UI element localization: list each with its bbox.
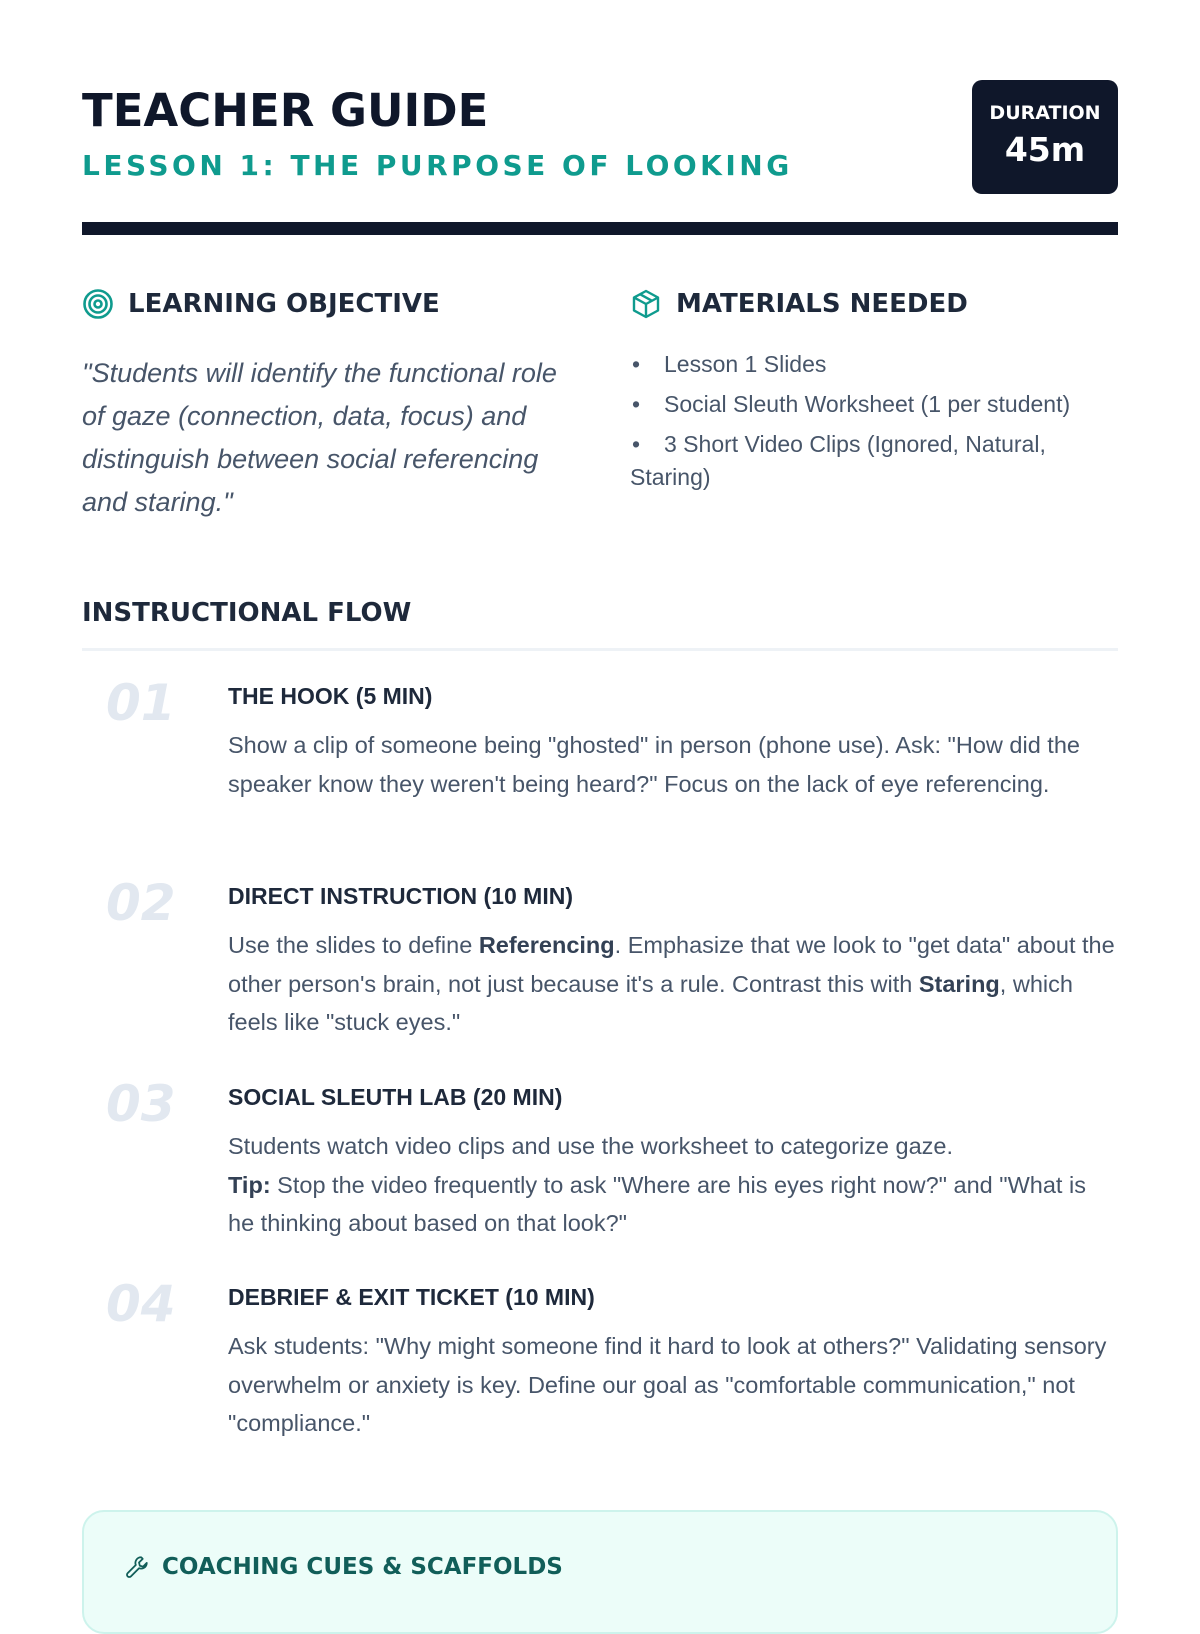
target-icon bbox=[82, 288, 114, 320]
bullet-icon: • bbox=[632, 351, 641, 377]
step-number: 01 bbox=[106, 674, 176, 732]
step-emphasis: Staring bbox=[918, 970, 1000, 997]
page-header bbox=[82, 80, 1118, 238]
step-text: . Emphasize that we look to "get data" about the other person's brain, not just because it's a rule. Contrast this with bbox=[228, 932, 1115, 997]
materials-item-text: 3 Short Video Clips (Ignored, Natural, Staring) bbox=[630, 431, 1046, 490]
learning-objective-heading: LEARNING OBJECTIVE bbox=[128, 289, 440, 319]
coaching-cues-heading: COACHING CUES & SCAFFOLDS bbox=[162, 1554, 563, 1580]
wrench-icon bbox=[124, 1554, 150, 1580]
step-text: Use the slides to define bbox=[228, 932, 479, 958]
materials-section bbox=[630, 288, 1120, 501]
step-body: Show a clip of someone being "ghosted" in person (phone use). Ask: "How did the speaker know they weren't being heard?" Focus on the lack of eye referencing. bbox=[228, 732, 1080, 797]
step-text: Stop the video frequently to ask "Where are his eyes right now?" and "What is he thinking about based on that look?" bbox=[228, 1171, 1086, 1236]
duration-label: DURATION bbox=[989, 102, 1101, 124]
box-icon bbox=[630, 288, 662, 320]
instructional-flow-divider bbox=[82, 648, 1118, 651]
coaching-cues-heading-row bbox=[124, 1554, 563, 1580]
step-number: 04 bbox=[106, 1275, 176, 1333]
step-body bbox=[228, 926, 1118, 1042]
lesson-subtitle: LESSON 1: THE PURPOSE OF LOOKING bbox=[82, 149, 793, 182]
step-body bbox=[228, 1127, 1118, 1243]
step-text: , which feels like "stuck eyes." bbox=[228, 970, 1073, 1035]
duration-badge bbox=[972, 80, 1118, 194]
learning-objective-heading-row bbox=[82, 288, 572, 320]
step-number: 02 bbox=[106, 874, 176, 932]
step-number: 03 bbox=[106, 1075, 176, 1133]
materials-heading: MATERIALS NEEDED bbox=[676, 289, 968, 319]
materials-item-text: Social Sleuth Worksheet (1 per student) bbox=[664, 391, 1071, 417]
bullet-icon: • bbox=[632, 391, 641, 417]
step-text: Students watch video clips and use the worksheet to categorize gaze. bbox=[228, 1133, 954, 1159]
instructional-flow-heading: INSTRUCTIONAL FLOW bbox=[82, 598, 412, 628]
step-emphasis: Tip: bbox=[228, 1171, 271, 1198]
learning-objective-text: "Students will identify the functional role of gaze (connection, data, focus) and distinguish between social referencing and staring." bbox=[82, 358, 557, 517]
materials-list-item bbox=[630, 388, 1120, 421]
materials-item-text: Lesson 1 Slides bbox=[664, 351, 827, 377]
coaching-cues-panel bbox=[82, 1510, 1118, 1634]
materials-list-item bbox=[630, 428, 1120, 494]
step-title: THE HOOK (5 MIN) bbox=[228, 683, 433, 709]
bullet-icon: • bbox=[632, 431, 641, 457]
header-divider bbox=[82, 222, 1118, 235]
materials-list bbox=[630, 348, 1120, 494]
step-title: DIRECT INSTRUCTION (10 MIN) bbox=[228, 883, 573, 909]
materials-heading-row bbox=[630, 288, 1120, 320]
learning-objective-section bbox=[82, 288, 572, 524]
step-title: DEBRIEF & EXIT TICKET (10 MIN) bbox=[228, 1284, 595, 1310]
step-title: SOCIAL SLEUTH LAB (20 MIN) bbox=[228, 1084, 563, 1110]
step-emphasis: Referencing bbox=[478, 932, 615, 958]
materials-list-item bbox=[630, 348, 1120, 381]
step-body: Ask students: "Why might someone find it hard to look at others?" Validating sensory overwhelm or anxiety is key. Define our goal as "comfortable communication," not "compliance." bbox=[228, 1333, 1107, 1436]
page-title: TEACHER GUIDE bbox=[82, 84, 489, 137]
duration-value: 45m bbox=[1004, 130, 1086, 169]
